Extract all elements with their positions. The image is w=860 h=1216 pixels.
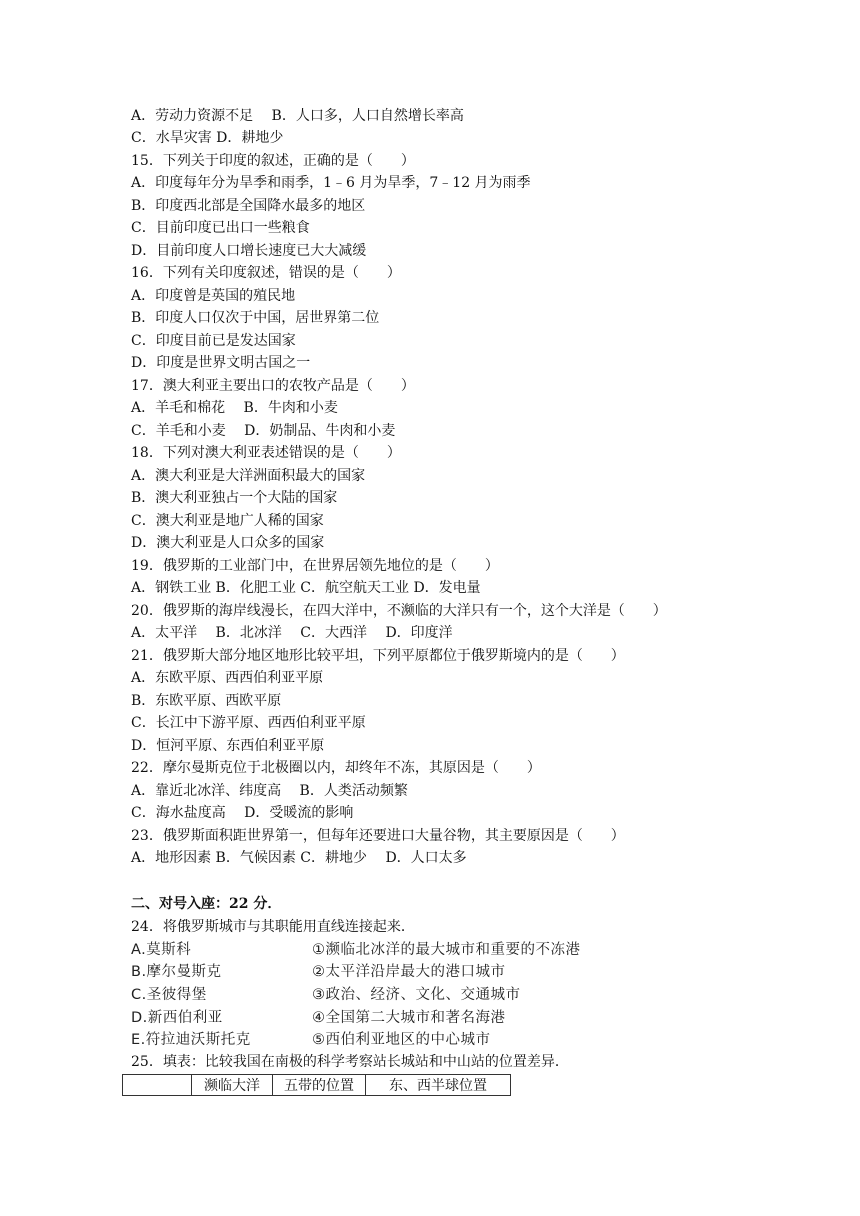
question-line: A．劳动力资源不足 B．人口多，人口自然增长率高 bbox=[131, 108, 464, 124]
city-item: D.新西伯利亚 bbox=[131, 1010, 223, 1026]
question-line: 19．俄罗斯的工业部门中，在世界居领先地位的是（ ） bbox=[131, 558, 499, 574]
function-item: ①濒临北冰洋的最大城市和重要的不冻港 bbox=[312, 942, 581, 958]
question-line: B．印度人口仅次于中国，居世界第二位 bbox=[131, 310, 380, 326]
function-item: ⑤西伯利亚地区的中心城市 bbox=[312, 1032, 491, 1048]
table-header-cell bbox=[123, 1075, 192, 1096]
table-row bbox=[123, 1075, 511, 1096]
question-line: 16．下列有关印度叙述，错误的是（ ） bbox=[131, 265, 401, 281]
question-line: 18．下列对澳大利亚表述错误的是（ ） bbox=[131, 445, 401, 461]
question-line: A．地形因素 B．气候因素 C．耕地少 D．人口太多 bbox=[131, 850, 467, 866]
question-line: D．目前印度人口增长速度已大大减缓 bbox=[131, 243, 367, 259]
table-header-cell: 东、西半球位置 bbox=[366, 1075, 511, 1096]
comparison-table bbox=[122, 1074, 511, 1096]
question-line: D．恒河平原、东西伯利亚平原 bbox=[131, 738, 325, 754]
city-item: E.符拉迪沃斯托克 bbox=[131, 1032, 251, 1048]
question-line: A．印度每年分为旱季和雨季，1﹣6 月为旱季，7﹣12 月为雨季 bbox=[131, 175, 531, 191]
question-line: 20．俄罗斯的海岸线漫长，在四大洋中，不濒临的大洋只有一个，这个大洋是（ ） bbox=[131, 603, 667, 619]
city-item: B.摩尔曼斯克 bbox=[131, 964, 222, 980]
question-line: 17．澳大利亚主要出口的农牧产品是（ ） bbox=[131, 378, 415, 394]
question-line: B．印度西北部是全国降水最多的地区 bbox=[131, 198, 366, 214]
question-line: A．澳大利亚是大洋洲面积最大的国家 bbox=[131, 468, 366, 484]
question-line: A．太平洋 B．北冰洋 C．大西洋 D．印度洋 bbox=[131, 625, 453, 641]
question-line: A．东欧平原、西西伯利亚平原 bbox=[131, 670, 324, 686]
question-line: C．水旱灾害 D．耕地少 bbox=[131, 130, 284, 146]
question-line: A．印度曾是英国的殖民地 bbox=[131, 288, 296, 304]
section-title: 二、对号入座：22 分． bbox=[131, 896, 282, 912]
question-line: 21．俄罗斯大部分地区地形比较平坦，下列平原都位于俄罗斯境内的是（ ） bbox=[131, 648, 625, 664]
question-24: 24．将俄罗斯城市与其职能用直线连接起来． bbox=[131, 919, 415, 935]
question-line: A．羊毛和棉花 B．牛肉和小麦 bbox=[131, 400, 338, 416]
question-line: C．长江中下游平原、西西伯利亚平原 bbox=[131, 715, 366, 731]
question-line: 15．下列关于印度的叙述，正确的是（ ） bbox=[131, 153, 415, 169]
table-header-cell: 五带的位置 bbox=[273, 1075, 366, 1096]
question-line: A．钢铁工业 B．化肥工业 C．航空航天工业 D．发电量 bbox=[131, 580, 481, 596]
table-header-cell: 濒临大洋 bbox=[192, 1075, 273, 1096]
question-line: C．羊毛和小麦 D．奶制品、牛肉和小麦 bbox=[131, 423, 396, 439]
city-item: A.莫斯科 bbox=[131, 942, 192, 958]
question-line: C．澳大利亚是地广人稀的国家 bbox=[131, 513, 324, 529]
question-line: 23．俄罗斯面积距世界第一，但每年还要进口大量谷物，其主要原因是（ ） bbox=[131, 828, 625, 844]
question-line: B．澳大利亚独占一个大陆的国家 bbox=[131, 490, 338, 506]
function-item: ②太平洋沿岸最大的港口城市 bbox=[312, 964, 506, 980]
question-line: C．海水盐度高 D．受暖流的影响 bbox=[131, 805, 354, 821]
question-line: C．印度目前已是发达国家 bbox=[131, 333, 296, 349]
question-line: 22．摩尔曼斯克位于北极圈以内，却终年不冻，其原因是（ ） bbox=[131, 760, 541, 776]
question-25: 25．填表：比较我国在南极的科学考察站长城站和中山站的位置差异． bbox=[131, 1054, 569, 1070]
city-item: C.圣彼得堡 bbox=[131, 987, 207, 1003]
question-line: B．东欧平原、西欧平原 bbox=[131, 693, 282, 709]
function-item: ③政治、经济、文化、交通城市 bbox=[312, 987, 521, 1003]
question-line: D．澳大利亚是人口众多的国家 bbox=[131, 535, 325, 551]
question-line: C．目前印度已出口一些粮食 bbox=[131, 220, 310, 236]
question-line: A．靠近北冰洋、纬度高 B．人类活动频繁 bbox=[131, 783, 408, 799]
function-item: ④全国第二大城市和著名海港 bbox=[312, 1010, 506, 1026]
question-line: D．印度是世界文明古国之一 bbox=[131, 355, 311, 371]
